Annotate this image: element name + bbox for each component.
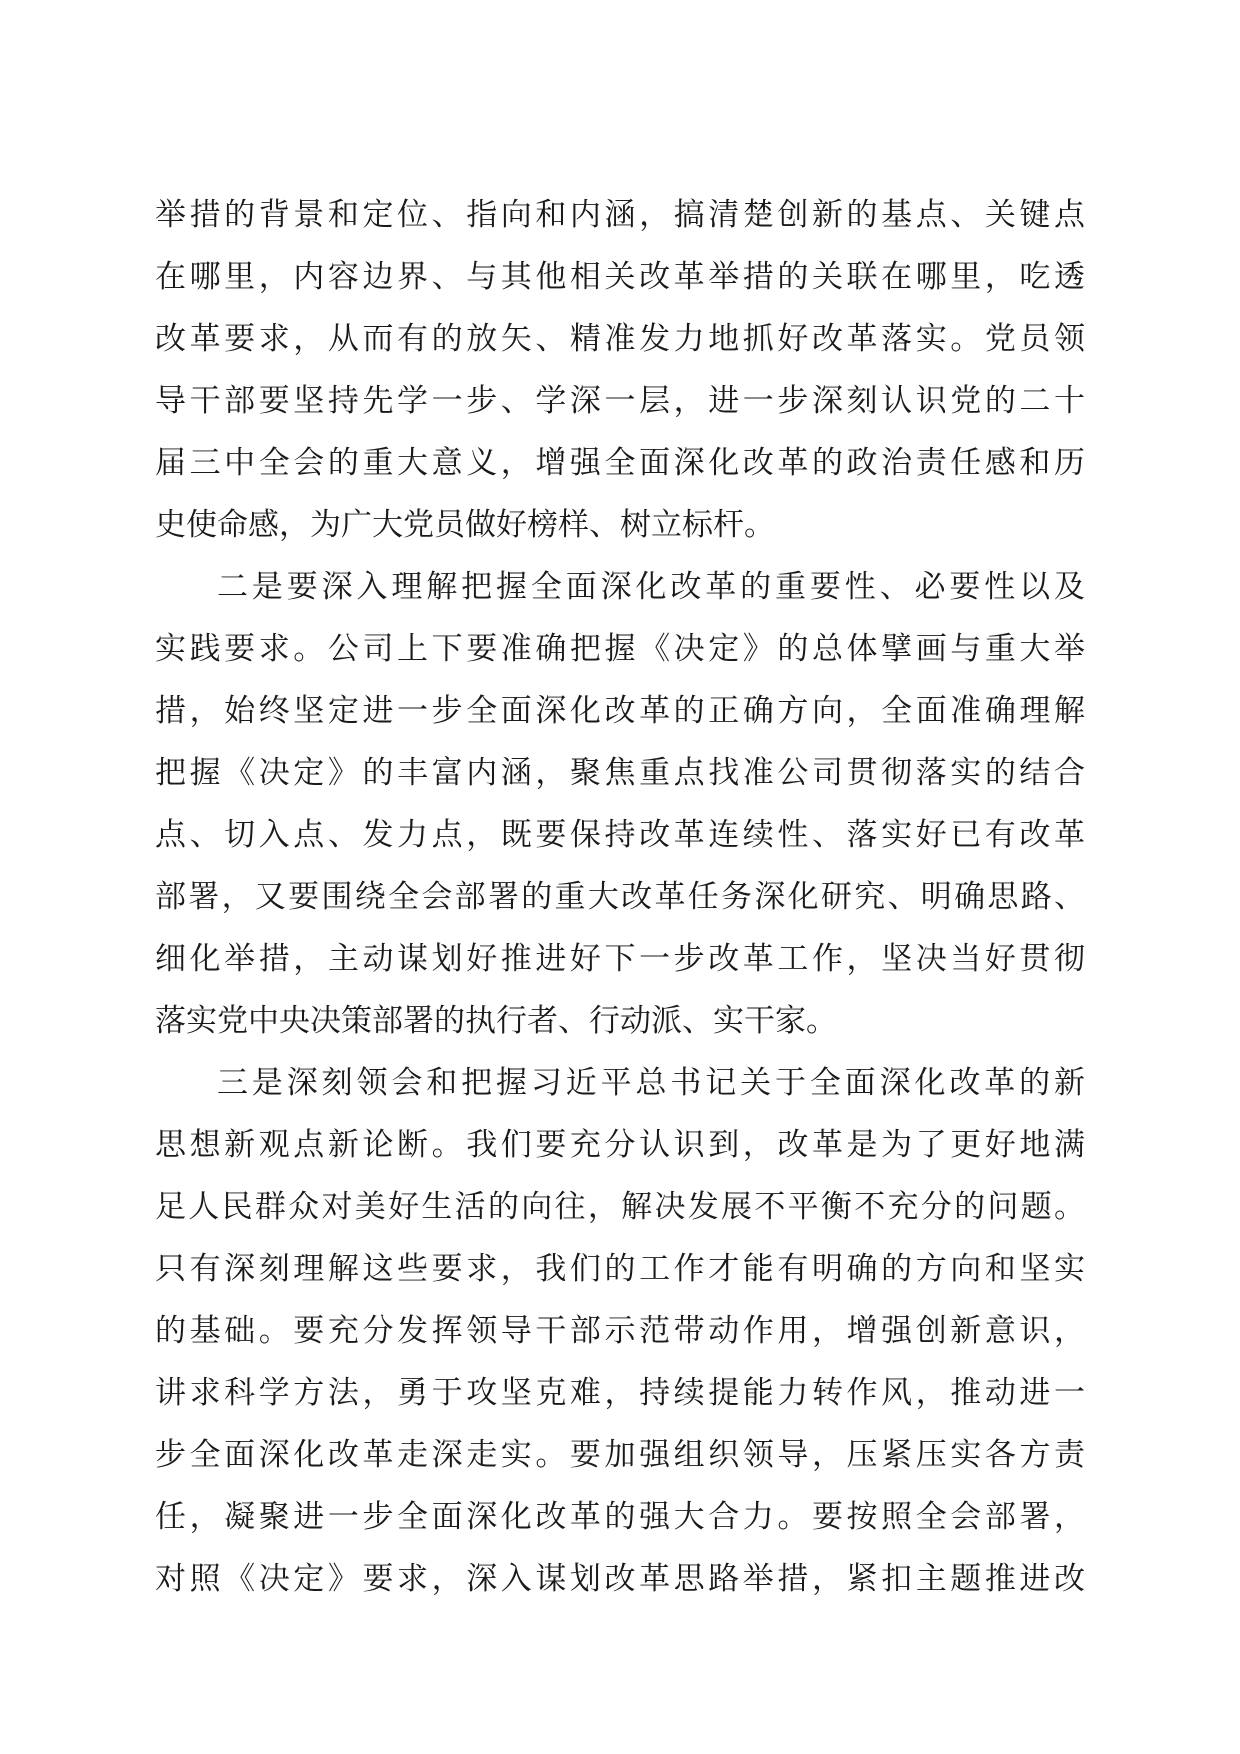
text-line-14: 落实党中央决策部署的执行者、行动派、实干家。 (155, 1003, 837, 1039)
text-line-17: 足人民群众对美好生活的向往，解决发展不平衡不充分的问题。 (155, 1189, 1085, 1225)
text-line-12: 部署，又要围绕全会部署的重大改革任务深化研究、明确思路、 (155, 879, 1085, 915)
text-line-2: 在哪里，内容边界、与其他相关改革举措的关联在哪里，吃透 (155, 259, 1085, 295)
text-line-21: 步全面深化改革走深走实。要加强组织领导，压紧压实各方责 (155, 1437, 1085, 1473)
text-line-19: 的基础。要充分发挥领导干部示范带动作用，增强创新意识， (155, 1313, 1085, 1349)
text-line-16: 思想新观点新论断。我们要充分认识到，改革是为了更好地满 (155, 1127, 1085, 1163)
text-line-15: 三是深刻领会和把握习近平总书记关于全面深化改革的新 (217, 1065, 1085, 1101)
text-line-18: 只有深刻理解这些要求，我们的工作才能有明确的方向和坚实 (155, 1251, 1085, 1287)
text-line-20: 讲求科学方法，勇于攻坚克难，持续提能力转作风，推动进一 (155, 1375, 1085, 1411)
text-line-23: 对照《决定》要求，深入谋划改革思路举措，紧扣主题推进改 (155, 1561, 1085, 1597)
text-line-3: 改革要求，从而有的放矢、精准发力地抓好改革落实。党员领 (155, 321, 1085, 357)
text-line-7: 二是要深入理解把握全面深化改革的重要性、必要性以及 (217, 569, 1085, 605)
text-line-4: 导干部要坚持先学一步、学深一层，进一步深刻认识党的二十 (155, 383, 1085, 419)
text-line-13: 细化举措，主动谋划好推进好下一步改革工作，坚决当好贯彻 (155, 941, 1085, 977)
text-line-5: 届三中全会的重大意义，增强全面深化改革的政治责任感和历 (155, 445, 1085, 481)
text-line-6: 史使命感，为广大党员做好榜样、树立标杆。 (155, 507, 775, 543)
text-line-11: 点、切入点、发力点，既要保持改革连续性、落实好已有改革 (155, 817, 1085, 853)
text-line-22: 任，凝聚进一步全面深化改革的强大合力。要按照全会部署， (155, 1499, 1085, 1535)
text-line-9: 措，始终坚定进一步全面深化改革的正确方向，全面准确理解 (155, 693, 1085, 729)
text-line-10: 把握《决定》的丰富内涵，聚焦重点找准公司贯彻落实的结合 (155, 755, 1085, 791)
text-line-8: 实践要求。公司上下要准确把握《决定》的总体擘画与重大举 (155, 631, 1085, 667)
text-line-1: 举措的背景和定位、指向和内涵，搞清楚创新的基点、关键点 (155, 197, 1085, 233)
